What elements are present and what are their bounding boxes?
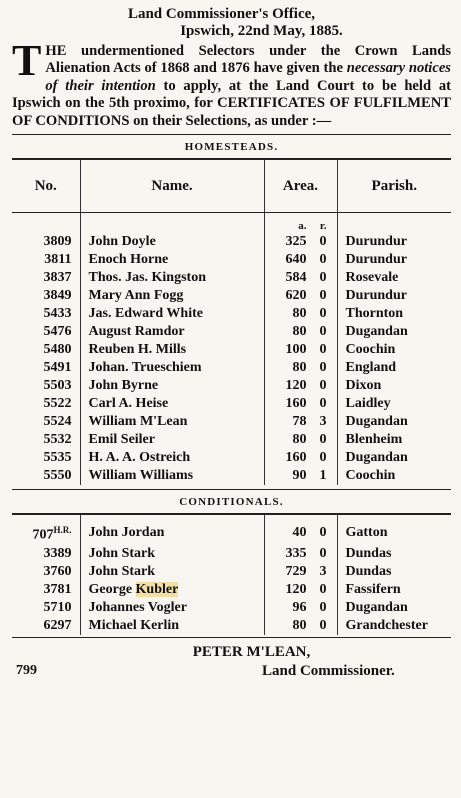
area-acres: 584 [285,270,307,286]
column-header-parish: Parish. [337,160,451,212]
area-cell [264,341,337,359]
parish-name: Coochin [337,467,451,485]
table-row [12,449,451,467]
signatory-title: Land Commissioner. [262,662,395,679]
column-header-area: Area. [264,160,337,212]
area-acres: 80 [292,306,307,322]
table-row [12,521,451,545]
area-acres: 640 [285,252,307,268]
table-row [12,395,451,413]
table-row [12,467,451,485]
area-acres: 78 [292,414,307,430]
selection-number: 5522 [43,396,72,412]
selector-name: John Stark [80,545,264,563]
selection-number-value: 707 [32,527,54,543]
selection-number [12,545,80,563]
selection-number: 5433 [43,306,72,322]
area-acres: 40 [292,524,307,540]
notice-number: 799 [16,662,37,678]
table-row [12,269,451,287]
homesteads-body [12,213,451,485]
area-roods: 0 [319,617,327,633]
area-roods: 0 [319,396,327,412]
selector-name: H. A. A. Ostreich [80,449,264,467]
selection-number: 3809 [43,234,72,250]
selection-number-value: 3781 [43,581,72,597]
area-roods: 0 [319,234,327,250]
table-header-row [12,160,451,212]
selection-number-value: 5710 [43,599,72,615]
parish-name: Dundas [337,563,451,581]
area-acres: 96 [292,599,307,615]
homestead-reserve-suffix: H.R. [53,525,72,536]
parish-name: Coochin [337,341,451,359]
parish-name: Dundas [337,545,451,563]
area-cell [264,305,337,323]
selection-number: 5524 [43,414,72,430]
area-acres: 160 [285,450,307,466]
search-highlight: Kubler [135,581,179,597]
area-acres: 80 [292,432,307,448]
parish-name: Gatton [337,521,451,545]
table-row [12,617,451,635]
area-cell [264,581,337,599]
area-roods: 0 [319,324,327,340]
parish-name: Durundur [337,233,451,251]
table-row [12,377,451,395]
divider [12,637,451,638]
selector-name: Mary Ann Fogg [80,287,264,305]
selector-name [80,581,264,599]
area-acres: 620 [285,288,307,304]
column-header-no: No. [34,177,57,194]
table-row [12,251,451,269]
parish-name: England [337,359,451,377]
selector-name: John Stark [80,563,264,581]
area-cell [264,269,337,287]
selection-number: 5535 [43,450,72,466]
table-row [12,599,451,617]
area-acres: 335 [285,545,307,561]
area-cell [264,431,337,449]
selection-number-value: 6297 [43,617,72,633]
parish-name: Rosevale [337,269,451,287]
intro-paragraph: THE undermentioned Selectors under the Crown Lands Alienation Acts of 1868 and 1876 have given the necessary notices of their intention to apply, at the Land Court to be held at Ipswich on the 5th proximo, for CERTIFICATES OF FULFILMENT OF CONDITIONS on their Selections, as under :— [12,36,451,129]
area-acres: 325 [285,234,307,250]
area-acres: 120 [285,581,307,597]
selection-number-value: 3760 [43,563,72,579]
selector-name: Carl A. Heise [80,395,264,413]
area-acres: 80 [292,360,307,376]
signatory-name: PETER M'LEAN, [192,643,311,660]
area-acres: 729 [285,563,307,579]
selector-name: John Jordan [80,521,264,545]
parish-name: Durundur [337,287,451,305]
area-cell [264,287,337,305]
office-heading: Land Commissioner's Office, [127,6,316,22]
parish-name: Dugandan [337,413,451,431]
table-row [12,563,451,581]
area-roods: 0 [319,306,327,322]
selector-name: William M'Lean [80,413,264,431]
selection-number: 3811 [44,252,72,268]
selector-name: August Ramdor [80,323,264,341]
selector-name: Johan. Trueschiem [80,359,264,377]
selector-name: Enoch Horne [80,251,264,269]
selector-name: Reuben H. Mills [80,341,264,359]
area-cell [264,467,337,485]
units-row [12,219,451,233]
date-line: Ipswich, 22nd May, 1885. [180,23,343,39]
table-row [12,431,451,449]
table-row [12,323,451,341]
selector-name: John Doyle [80,233,264,251]
area-roods: 0 [319,545,327,561]
table-row [12,413,451,431]
selection-number [12,563,80,581]
selector-name: Johannes Vogler [80,599,264,617]
area-acres: 80 [292,617,307,633]
area-acres: 80 [292,324,307,340]
selection-number [12,521,80,545]
homesteads-table [12,160,451,212]
unit-roods: r. [319,220,327,233]
selection-number: 5532 [43,432,72,448]
area-roods: 0 [319,270,327,286]
area-cell [264,563,337,581]
table-row [12,233,451,251]
area-roods: 1 [319,468,327,484]
area-acres: 120 [285,378,307,394]
selector-name: Jas. Edward White [80,305,264,323]
area-roods: 0 [319,581,327,597]
homesteads-title: HOMESTEADS. [184,141,279,154]
table-row [12,581,451,599]
area-acres: 160 [285,396,307,412]
area-acres: 90 [292,468,307,484]
area-cell [264,233,337,251]
selection-number-value: 3389 [43,545,72,561]
parish-name: Dugandan [337,599,451,617]
parish-name: Grandchester [337,617,451,635]
selector-name: John Byrne [80,377,264,395]
selection-number [12,617,80,635]
selection-number: 5476 [43,324,72,340]
area-cell [264,359,337,377]
area-cell [264,449,337,467]
conditionals-table [12,515,451,635]
parish-name: Laidley [337,395,451,413]
area-roods: 0 [319,342,327,358]
area-cell [264,617,337,635]
parish-name: Dugandan [337,323,451,341]
unit-acres: a. [298,220,307,233]
area-roods: 0 [319,432,327,448]
parish-name: Thornton [337,305,451,323]
selector-first-name: George [88,581,136,597]
table-row [12,305,451,323]
dropcap: T [12,36,42,85]
table-row [12,287,451,305]
parish-name: Dixon [337,377,451,395]
table-row [12,359,451,377]
selection-number: 5491 [43,360,72,376]
selection-number [12,581,80,599]
area-roods: 0 [319,599,327,615]
area-roods: 0 [319,252,327,268]
selection-number: 5550 [43,468,72,484]
area-cell [264,521,337,545]
selection-number: 3849 [43,288,72,304]
parish-name: Fassifern [337,581,451,599]
area-roods: 0 [319,524,327,540]
area-cell [264,395,337,413]
area-roods: 0 [319,378,327,394]
selection-number [12,599,80,617]
area-roods: 0 [319,360,327,376]
table-row [12,341,451,359]
area-acres: 100 [285,342,307,358]
area-cell [264,323,337,341]
selection-number: 3837 [43,270,72,286]
area-cell [264,545,337,563]
area-roods: 3 [319,414,327,430]
selection-number: 5503 [43,378,72,394]
selector-name: Thos. Jas. Kingston [80,269,264,287]
selection-number: 5480 [43,342,72,358]
conditionals-title: CONDITIONALS. [179,496,284,509]
selector-name: Emil Seiler [80,431,264,449]
table-row [12,545,451,563]
area-roods: 3 [319,563,327,579]
area-cell [264,377,337,395]
parish-name: Durundur [337,251,451,269]
area-roods: 0 [319,288,327,304]
column-header-name: Name. [80,160,264,212]
area-cell [264,413,337,431]
area-cell [264,599,337,617]
selector-name: Michael Kerlin [80,617,264,635]
area-cell [264,251,337,269]
parish-name: Blenheim [337,431,451,449]
area-roods: 0 [319,450,327,466]
parish-name: Dugandan [337,449,451,467]
selector-name: William Williams [80,467,264,485]
